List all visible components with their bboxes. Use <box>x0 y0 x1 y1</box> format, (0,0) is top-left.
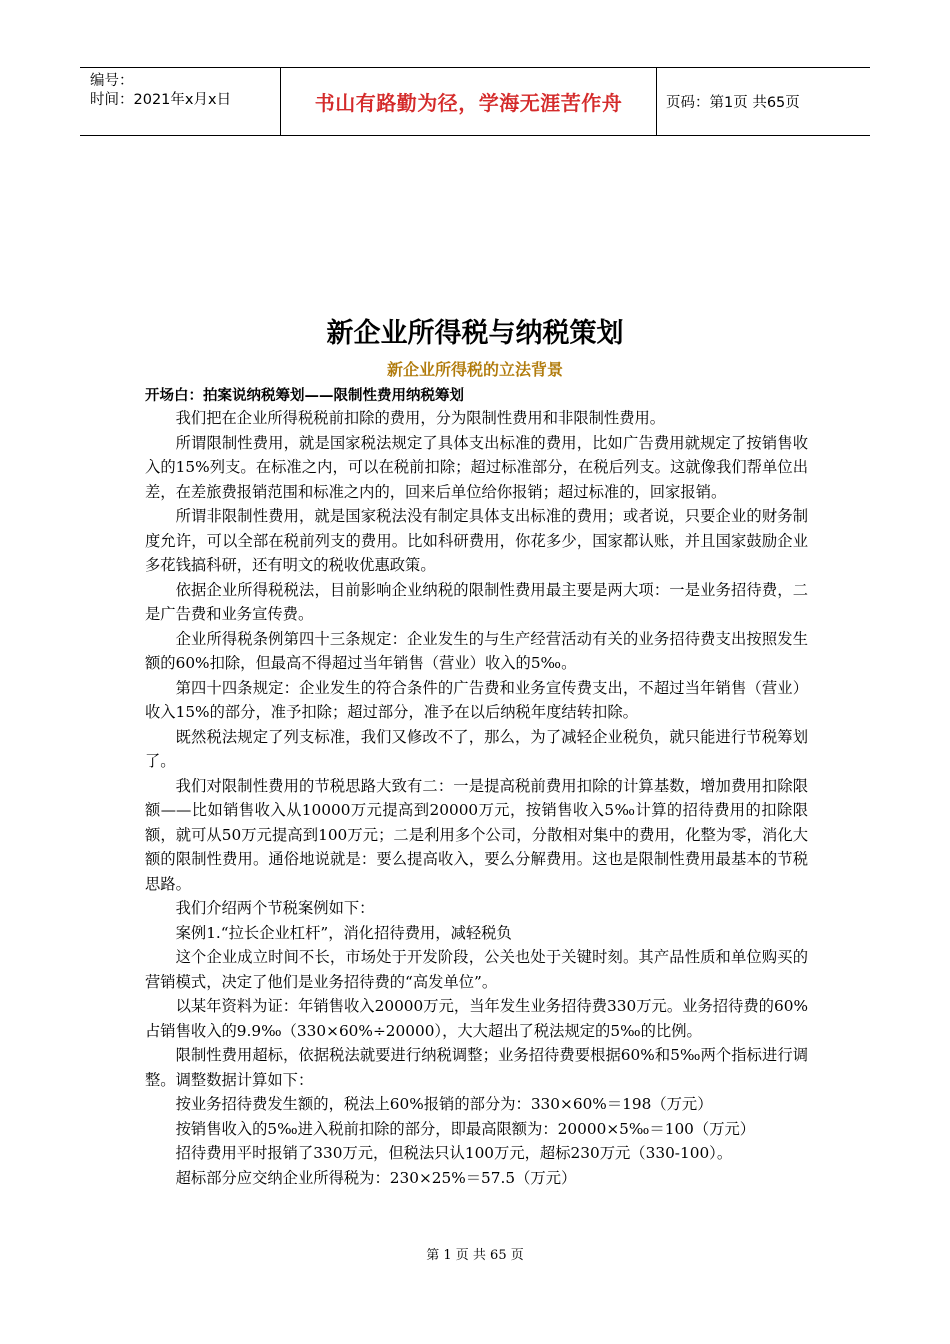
paragraph: 依据企业所得税税法，目前影响企业纳税的限制性费用最主要是两大项：一是业务招待费，二是广告费和业务宣传费。 <box>145 580 808 623</box>
date-label: 时间：2021年x月x日 <box>90 92 232 108</box>
page-header <box>80 67 870 136</box>
paragraph: 所谓限制性费用，就是国家税法规定了具体支出标准的费用，比如广告费用就规定了按销售收入的15%列支。在标准之内，可以在税前扣除；超过标准部分，在税后列支。这就像我们帮单位出差，在差旅费报销范围和标准之内的，回来后单位给你报销；超过标准的，回家报销。 <box>145 433 808 501</box>
paragraph: 我们介绍两个节税案例如下： <box>175 899 375 917</box>
paragraph: 企业所得税条例第四十三条规定：企业发生的与生产经营活动有关的业务招待费支出按照发生额的60%扣除，但最高不得超过当年销售（营业）收入的5‰。 <box>145 629 808 672</box>
body-text <box>145 406 808 1190</box>
paragraph: 按业务招待费发生额的，税法上60%报销的部分为：330×60%＝198（万元） <box>175 1095 713 1113</box>
header-motto: 书山有路勤为径，学海无涯苦作舟 <box>280 68 657 135</box>
paragraph: 所谓非限制性费用，就是国家税法没有制定具体支出标准的费用；或者说，只要企业的财务制度允许，可以全部在税前列支的费用。比如科研费用，你花多少，国家都认账，并且国家鼓励企业多花钱搞科研，还有明文的税收优惠政策。 <box>145 507 808 574</box>
document-title: 新企业所得税与纳税策划 <box>326 318 624 349</box>
header-page-info: 页码：第1页 共65页 <box>666 95 800 111</box>
page-footer: 第 1 页 共 65 页 <box>426 1248 524 1263</box>
header-meta <box>80 68 280 135</box>
number-label: 编号： <box>90 73 134 89</box>
paragraph: 以某年资料为证：年销售收入20000万元，当年发生业务招待费330万元。业务招待费的60%占销售收入的9.9‰（330×60%÷20000），大大超出了税法规定的5‰的比例。 <box>145 997 808 1040</box>
paragraph: 按销售收入的5‰进入税前扣除的部分，即最高限额为：20000×5‰＝100（万元） <box>175 1119 756 1138</box>
document-subtitle: 新企业所得税的立法背景 <box>386 360 563 379</box>
paragraph: 我们把在企业所得税税前扣除的费用，分为限制性费用和非限制性费用。 <box>175 409 666 427</box>
paragraph: 既然税法规定了列支标准，我们又修改不了，那么，为了减轻企业税负，就只能进行节税筹划了。 <box>145 727 808 770</box>
paragraph: 限制性费用超标，依据税法就要进行纳税调整；业务招待费要根据60%和5‰两个指标进行调整。调整数据计算如下： <box>145 1046 808 1089</box>
paragraph: 我们对限制性费用的节税思路大致有二：一是提高税前费用扣除的计算基数，增加费用扣除限额——比如销售收入从10000万元提高到20000万元，按销售收入5‰计算的招待费用的扣除限额，就可从50万元提高到100万元；二是利用多个公司，分散相对集中的费用，化整为零，消化大额的限制性费用。通俗地说就是：要么提高收入，要么分解费用。这也是限制性费用最基本的节税思路。 <box>145 776 808 893</box>
paragraph: 案例1.“拉长企业杠杆”，消化招待费用，减轻税负 <box>175 923 512 942</box>
paragraph: 这个企业成立时间不长，市场处于开发阶段，公关也处于关键时刻。其产品性质和单位购买的营销模式，决定了他们是业务招待费的“高发单位”。 <box>145 948 808 991</box>
section-heading: 开场白：拍案说纳税筹划——限制性费用纳税筹划 <box>145 388 464 404</box>
paragraph: 第四十四条规定：企业发生的符合条件的广告费和业务宣传费支出，不超过当年销售（营业）收入15%的部分，准予扣除；超过部分，准予在以后纳税年度结转扣除。 <box>145 678 808 721</box>
paragraph: 超标部分应交纳企业所得税为：230×25%＝57.5（万元） <box>175 1168 577 1187</box>
paragraph: 招待费用平时报销了330万元，但税法只认100万元，超标230万元（330-100）。 <box>175 1144 733 1162</box>
